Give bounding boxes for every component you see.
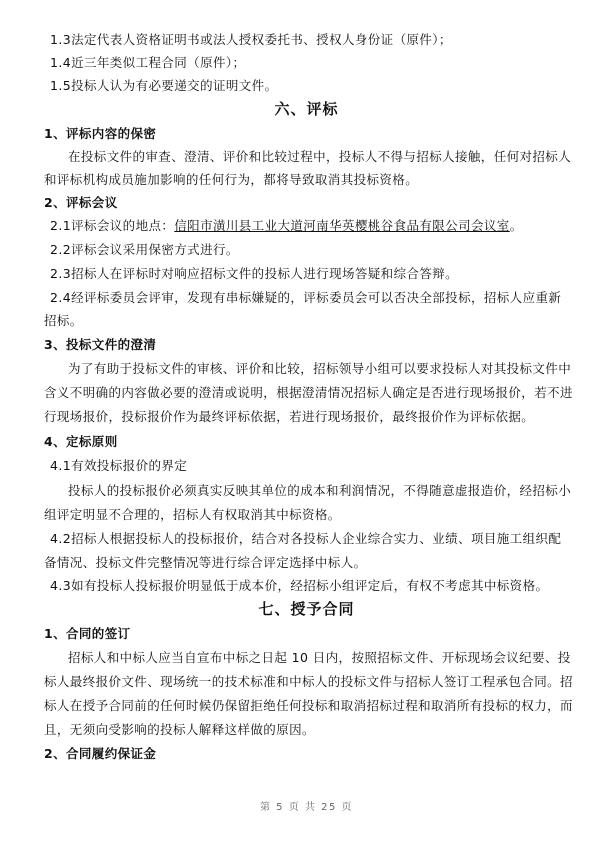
paragraph-4-1-2: 组评定明显不合理的，招标人有权取消其中标资格。 — [44, 507, 341, 522]
section-title-contract: 七、授予合同 — [258, 600, 355, 618]
item-4-2-line-1: 4.2招标人根据投标人的投标报价，结合对各投标人企业综合实力、业绩、项目施工组织配 — [50, 531, 562, 546]
paragraph-contract-4: 且，无须向受影响的投标人解释这样做的原因。 — [44, 722, 315, 737]
paragraph-contract-3: 标人在授予合同前的任何时候仍保留拒绝任何投标和取消招标过程和取消所有投标的权力，而 — [44, 698, 573, 713]
item-4-2-line-2: 备情况、投标文件完整情况等进行综合评定选择中标人。 — [44, 555, 367, 570]
paragraph-contract-2: 标人最终报价文件、现场统一的技术标准和中标人的投标文件与招标人签订工程承包合同。招 — [44, 674, 573, 689]
item-2-2: 2.2评标会议采用保密方式进行。 — [50, 242, 239, 257]
paragraph-4-1-1: 投标人的投标报价必须真实反映其单位的成本和利润情况，不得随意虚报造价，经招标小 — [68, 483, 572, 498]
paragraph-contract-1: 招标人和中标人应当自宣布中标之日起 10 日内，按照招标文件、开标现场会议纪要、投 — [68, 650, 571, 665]
section-title-evaluation: 六、评标 — [274, 100, 339, 118]
heading-evaluation-meeting: 2、评标会议 — [44, 195, 118, 210]
paragraph-clarification-1: 为了有助于投标文件的审核、评价和比较，招标领导小组可以要求投标人对其投标文件中 — [68, 361, 572, 376]
heading-clarification: 3、投标文件的澄清 — [44, 337, 157, 352]
item-1-3: 1.3法定代表人资格证明书或法人授权委托书、授权人身份证（原件）； — [50, 32, 452, 47]
heading-award-principle: 4、定标原则 — [44, 434, 118, 449]
item-2-1 — [50, 218, 523, 234]
paragraph-confidentiality-1: 在投标文件的审查、澄清、评价和比较过程中，投标人不得与招标人接触，任何对招标人 — [68, 149, 572, 164]
item-2-3: 2.3招标人在评标时对响应招标文件的投标人进行现场答疑和综合答辩。 — [50, 266, 459, 281]
item-2-1-end: 。 — [509, 218, 523, 233]
item-1-5: 1.5投标人认为有必要递交的证明文件。 — [50, 78, 278, 93]
meeting-location: 信阳市潢川县工业大道河南华英樱桃谷食品有限公司会议室 — [174, 218, 510, 233]
heading-confidentiality: 1、评标内容的保密 — [44, 126, 157, 141]
item-4-1: 4.1有效投标报价的界定 — [50, 458, 188, 473]
item-4-3: 4.3如有投标人投标报价明显低于成本价，经招标小组评定后，有权不考虑其中标资格。 — [50, 578, 549, 593]
heading-performance-bond: 2、合同履约保证金 — [44, 746, 157, 761]
paragraph-clarification-2: 含义不明确的内容做必要的澄清或说明，根据澄清情况招标人确定是否进行现场报价，若不进 — [44, 385, 573, 400]
item-2-1-prefix: 2.1评标会议的地点： — [50, 218, 175, 233]
page-footer: 第 5 页 共 25 页 — [260, 802, 353, 813]
item-1-4: 1.4近三年类似工程合同（原件）； — [50, 55, 246, 70]
paragraph-confidentiality-2: 和评标机构成员施加影响的任何行为，都将导致取消其投标资格。 — [44, 172, 419, 187]
item-2-4-line-1: 2.4经评标委员会评审，发现有串标嫌疑的，评标委员会可以否决全部投标，招标人应重新 — [50, 290, 562, 305]
item-2-4-line-2: 招标。 — [44, 313, 83, 328]
paragraph-clarification-3: 行现场报价，投标报价作为最终评标依据，若进行现场报价，最终报价作为评标依据。 — [44, 409, 535, 424]
heading-contract-signing: 1、合同的签订 — [44, 626, 131, 641]
